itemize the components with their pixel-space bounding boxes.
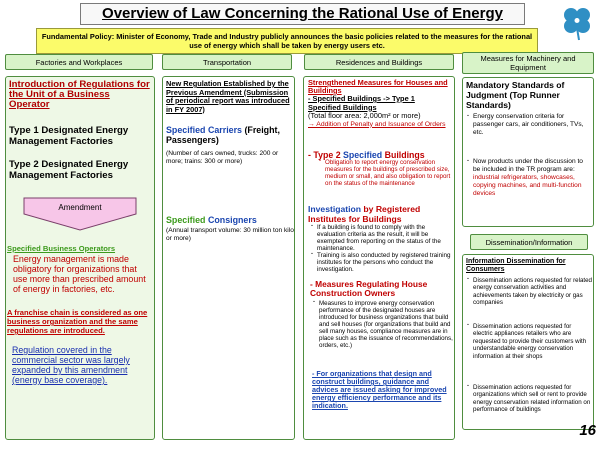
design-guidance-text: - For organizations that design and construct buildings, guidance and advices are issued asking for improved energy efficiency performance and its indication. <box>312 369 447 410</box>
dissemination-item-1 <box>466 277 592 307</box>
residences-heading: Strengthened Measures for Houses and Buildings <box>308 78 448 95</box>
dissemination-item-3 <box>466 384 592 414</box>
dissemination-item-3-text: ・ Dissemination actions requested for organizations which sell or rent to provide energy conservation related information on performance of buildings <box>473 384 592 414</box>
specified-carriers <box>166 125 294 145</box>
machinery-item-1-text: ・ Energy conservation criteria for passenger cars, air conditioners, TVs, etc. <box>473 113 592 137</box>
inv-item-2: ・ Training is also conducted by registered training institutes for the persons who conduct the investigation. <box>317 252 453 273</box>
machinery-item-2-text <box>473 158 592 198</box>
policy-text: Minister of Economy, Trade and Industry publicly announces the basic policies related to the measures for the rational use of energy which shall be taken by energy users etc. <box>116 32 533 50</box>
house-owner-measures-heading: - Measures Regulating House Construction Owners <box>310 279 428 298</box>
clover-icon <box>558 2 596 42</box>
investigation-items <box>310 224 453 273</box>
coverage-text: Regulation covered in the commercial sector was largely expanded by this amendment (energy base coverage). <box>12 345 130 385</box>
consigners-word: Consigners <box>207 215 257 225</box>
section-header-factories: Factories and Workplaces <box>5 54 153 70</box>
specified-operators-label: Specified Business Operators <box>7 244 116 253</box>
sb-line2: Specified Buildings <box>308 102 377 112</box>
type2-obligation <box>318 159 451 187</box>
page-title: Overview of Law Concerning the Rational Use of Energy <box>80 3 525 25</box>
specified-consigners <box>166 215 294 225</box>
carriers-rest: (Freight, Passengers) <box>166 125 280 145</box>
type1-factories: Type 1 Designated Energy Management Factories <box>9 125 129 147</box>
inv-item-1: ・ If a building is found to comply with the evaluation criteria as the result, it will be exempted from reporting on the status of the maintenance. <box>317 224 453 252</box>
dissemination-item-2-text: ・ Dissemination actions requested for electric appliances retailers who are requested to provide their customers with understandable energy conservation information at their shops <box>473 323 592 360</box>
page-number: 16 <box>579 422 596 439</box>
section-header-residences: Residences and Buildings <box>304 54 454 70</box>
section-header-dissemination: Dissemination/Information <box>470 234 588 250</box>
type2-obligation-item: ・ Obligation to report energy conservation measures for the buildings of prescribed size, medium or small, and also obligation to report on the status of the maintenance <box>325 159 451 187</box>
carriers-specified-word: Specified <box>166 125 206 135</box>
policy-prefix: Fundamental Policy: <box>41 32 115 41</box>
policy-banner <box>36 28 538 54</box>
machinery-item-1 <box>466 113 592 137</box>
section-header-transportation: Transportation <box>162 54 292 70</box>
inv-prefix: Investigation <box>308 204 362 214</box>
franchise-text: A franchise chain is considered as one business organization and the same regulations are introduced. <box>7 308 148 335</box>
consigners-specified-word: Specified <box>166 215 206 225</box>
carriers-note: (Number of cars owned, trucks: 200 or more; trains: 300 or more) <box>166 150 279 165</box>
mrh-item: ・ Measures to improve energy conservation performance of the designated houses are introduced for business organizations that build and sell houses (for organizations that build and sell many houses, compliance measures are in place such as the issuance of recommendations, orders, etc.) <box>319 300 453 349</box>
sb-floor: (Total floor area: 2,000m² or more) <box>308 111 421 120</box>
dissemination-item-1-text: ・ Dissemination actions requested for related energy conservation activities and achievements taken by electricity or gas companies <box>473 277 592 307</box>
amendment-arrow-icon <box>22 196 138 232</box>
machinery-item-2 <box>466 158 592 198</box>
dissemination-item-2 <box>466 323 592 360</box>
carriers-word: Carriers <box>207 125 242 135</box>
consigners-note: (Annual transport volume: 30 million ton kilo or more) <box>166 227 294 242</box>
investigation-heading <box>308 205 453 224</box>
house-owner-measures-items <box>312 300 453 349</box>
specified-buildings-block <box>308 95 453 128</box>
dissemination-heading: Information Dissemination for Consumers <box>466 258 566 273</box>
type2-factories: Type 2 Designated Energy Management Factories <box>9 159 129 181</box>
type2-prefix: - Type 2 <box>308 150 341 160</box>
type2-specified: Specified <box>343 150 383 160</box>
transport-regulation-heading: New Regulation Established by the Previous Amendment (Submission of periodical report was introduced in FY 2007) <box>166 79 290 114</box>
sb-penalty: → Addition of Penalty and Issuance of Orders <box>308 120 446 128</box>
factories-intro-heading: Introduction of Regulations for the Unit of a Business Operator <box>9 79 150 110</box>
inv-registered: Registered Institutes for Buildings <box>308 204 421 224</box>
type2-buildings: Buildings <box>384 150 425 160</box>
amendment-label: Amendment <box>58 203 102 212</box>
section-header-machinery: Measures for Machinery and Equipment <box>462 52 594 74</box>
energy-management-text: Energy management is made obligatory for organizations that use more than prescribed amount of energy in factories, etc. <box>13 254 146 294</box>
machinery-item-2-products: industrial refrigerators, showcases, copying machines, and multi-function devices <box>473 174 582 197</box>
machinery-item-2-prefix: Now products under the discussion to be included in the TR program are: <box>473 158 583 173</box>
inv-by: by <box>363 204 374 214</box>
sb-line1: - Specified Buildings -> Type 1 <box>308 94 415 103</box>
top-runner-heading: Mandatory Standards of Judgment (Top Runner Standards) <box>466 80 565 110</box>
